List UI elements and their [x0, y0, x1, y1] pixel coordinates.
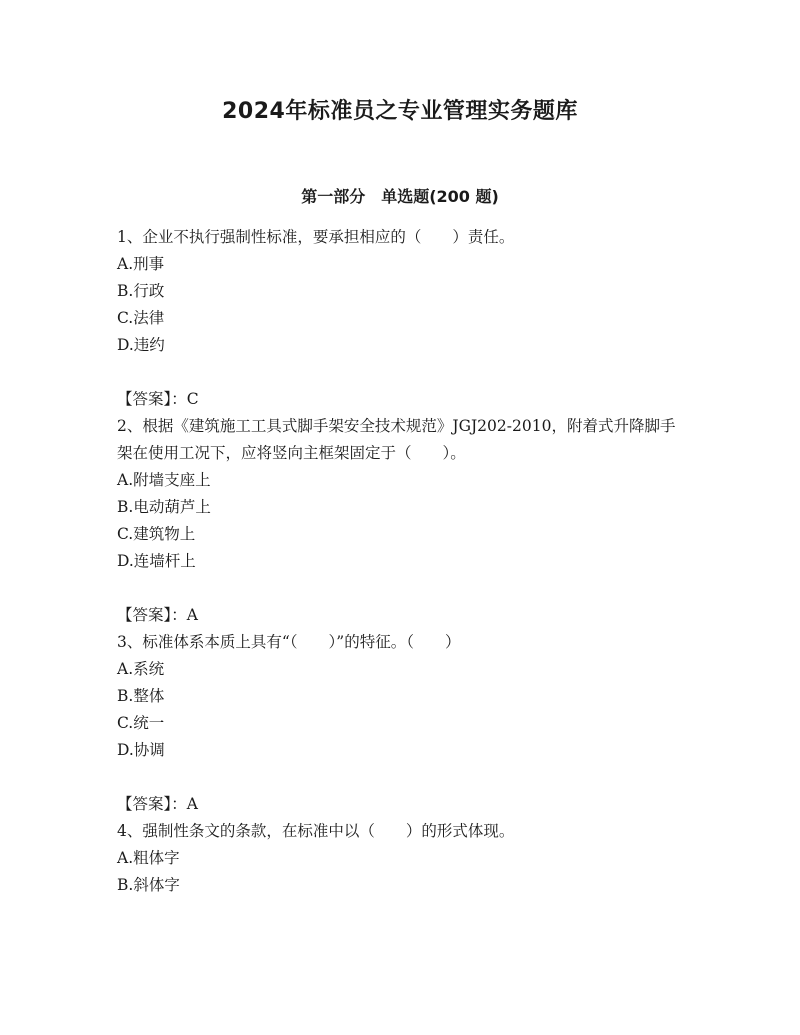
option-a: A.附墙支座上	[117, 471, 211, 489]
question-item	[117, 224, 687, 413]
answer-label: 【答案】：	[117, 390, 187, 408]
answer-label: 【答案】：	[117, 795, 187, 813]
option-b: B.电动葫芦上	[117, 498, 211, 516]
answer-value: A	[186, 606, 198, 624]
option-b: B.斜体字	[117, 876, 180, 894]
question-item	[117, 413, 687, 629]
question-stem: 1、企业不执行强制性标准，要承担相应的（ ）责任。	[117, 228, 515, 246]
option-d: D.协调	[117, 741, 165, 759]
option-a: A.粗体字	[117, 849, 180, 867]
option-b: B.行政	[117, 282, 165, 300]
section-heading: 第一部分 单选题(200 题)	[301, 187, 499, 206]
option-c: C.法律	[117, 309, 165, 327]
page-title: 2024年标准员之专业管理实务题库	[222, 99, 578, 124]
question-stem: 2、根据《建筑施工工具式脚手架安全技术规范》JGJ202-2010，附着式升降脚手架在使用工况下，应将竖向主框架固定于（ ）。	[117, 417, 676, 462]
option-d: D.违约	[117, 336, 165, 354]
option-a: A.刑事	[117, 255, 165, 273]
option-b: B.整体	[117, 687, 165, 705]
question-item	[117, 818, 687, 899]
option-c: C.建筑物上	[117, 525, 196, 543]
answer-value: A	[186, 795, 198, 813]
question-stem: 3、标准体系本质上具有“（ ）”的特征。（ ）	[117, 633, 461, 651]
option-c: C.统一	[117, 714, 165, 732]
answer-line	[117, 791, 687, 818]
answer-label: 【答案】：	[117, 606, 187, 624]
option-a: A.系统	[117, 660, 165, 678]
question-stem: 4、强制性条文的条款，在标准中以（ ）的形式体现。	[117, 822, 515, 840]
answer-line	[117, 602, 687, 629]
option-d: D.连墙杆上	[117, 552, 196, 570]
question-list	[117, 224, 687, 899]
answer-line	[117, 386, 687, 413]
question-item	[117, 629, 687, 818]
answer-value: C	[186, 390, 199, 408]
